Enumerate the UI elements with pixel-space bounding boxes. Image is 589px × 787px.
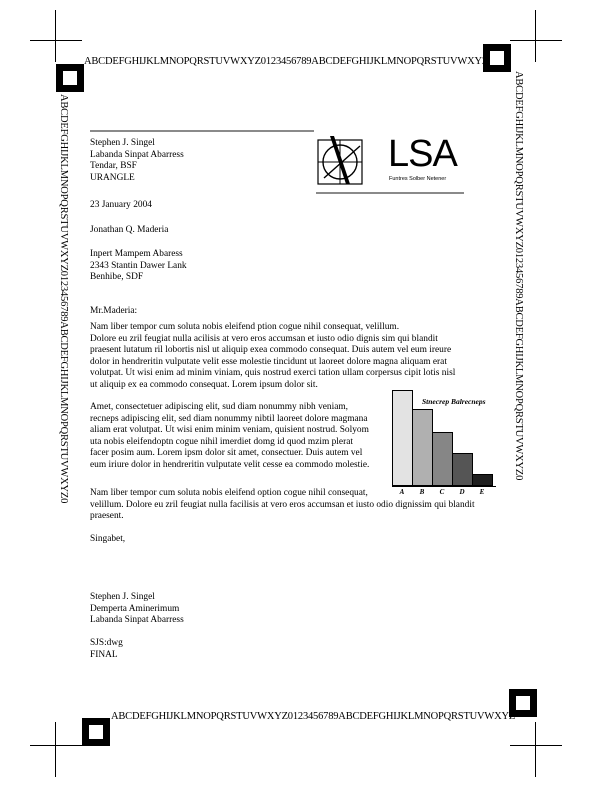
chart-baseline (392, 486, 496, 487)
logo (316, 134, 466, 192)
border-text-top: ABCDEFGHIJKLMNOPQRSTUVWXYZ0123456789ABCDEFGHIJKLMNOPQRSTUVWXYZ (84, 56, 489, 67)
category-label: A (399, 488, 405, 496)
paragraph-line: praesent. (90, 511, 124, 522)
crop-mark (510, 745, 562, 746)
signature-block (90, 592, 184, 627)
paragraph-line: facer posim aum. Lorem ipsm dolor sit amet, consectuer. Duis autem vel (90, 448, 363, 459)
category-label: C (439, 488, 445, 496)
sender-block (90, 138, 184, 184)
border-text-right: ABCDEFGHIJKLMNOPQRSTUVWXYZ0123456789ABCDEFGHIJKLMNOPQRSTUVWXYZ0 (513, 71, 524, 481)
paragraph-line: uta nobis eleifendoptn cogue nihil imerdiet domg id quod mzim plerat (90, 436, 353, 447)
logo-title: LSA (388, 133, 457, 175)
sender-company: Labanda Sinpat Abarress (90, 149, 184, 160)
recipient-city: Benhibe, SDF (90, 272, 144, 283)
crop-mark (30, 40, 82, 41)
salutation: Mr.Maderia: (90, 306, 138, 316)
closing: Singabet, (90, 534, 126, 544)
logo-subtitle: Funtres Solber Netener (389, 176, 447, 182)
recipient-street: 2343 Stantin Dawer Lank (90, 260, 187, 271)
crop-mark (30, 745, 82, 746)
paragraph-line: ut aliquip ex ea commodo consequat. Lorem ipsum dolor sit. (90, 379, 318, 390)
chart-title: Stnecrep Balrecneps (422, 397, 486, 406)
paragraph-line: praesent lutatum ril lobortis nisl ut aliquip exea commodo consequat. Duis autem vel eum ireure (90, 345, 452, 356)
signature-title: Demperta Aminerimum (90, 603, 180, 614)
registration-mark (82, 718, 110, 746)
bar-e (472, 474, 493, 486)
bar-d (452, 453, 473, 486)
header-rule-right (316, 192, 464, 194)
paragraph-line: aliam erat volutpat. Ut wisi enim minim veniam, quisient nostrud. Solyom (90, 425, 369, 436)
bar-a (392, 390, 413, 486)
crop-mark (55, 722, 56, 777)
reference-initials: SJS:dwg (90, 638, 123, 648)
bar-chart (392, 390, 496, 498)
letter-date: 23 January 2004 (90, 200, 152, 210)
paragraph-line: Dolore eu zril feugiat nulla acilisis at vero eros accumsan et iusto odio dignis sim qui blandit (90, 333, 438, 344)
document-status: FINAL (90, 649, 118, 660)
paragraph-2 (90, 402, 369, 472)
paragraph-line: Amet, consectetuer adipiscing elit, sud diam nonummy nibh veniam, (90, 402, 349, 412)
footer-block (90, 638, 123, 661)
signature-name: Stephen J. Singel (90, 592, 155, 602)
compass-logo-icon (316, 134, 366, 190)
sender-name: Stephen J. Singel (90, 138, 155, 148)
category-label: E (479, 488, 485, 496)
recipient-address (90, 249, 187, 284)
crop-mark (510, 40, 562, 41)
paragraph-line: velillum. Dolore eu zril feugiat nulla facilisis at vero eros accumsan et iusto odio dignissim qui blandit (90, 499, 475, 510)
header-rule-left (90, 130, 314, 132)
recipient-company: Inpert Mampem Abaress (90, 249, 183, 259)
bar-c (432, 432, 453, 486)
crop-mark (535, 10, 536, 62)
paragraph-1 (90, 322, 455, 392)
sender-city: Tendar, BSF (90, 161, 137, 172)
paragraph-line: recneps adipiscing elit, sed diam nonummy nibtil laoreet dolore magmana (90, 413, 368, 424)
paragraph-line: volutpat. Ut wisi enim ad minim viniam, quis nostrud exerci tation ullam corpersus cipit lotis nisl (90, 368, 456, 379)
paragraph-line: Nam liber tempor cum soluta nobis eleifend ption cogue nihil consequat, velillum. (90, 322, 400, 332)
registration-mark (56, 64, 84, 92)
paragraph-line: dolor in hendreritin vulputate velit esse molestie tincidunt ut laoreet dolore magna aliquam erat (90, 356, 447, 367)
recipient-name: Jonathan Q. Maderia (90, 225, 169, 235)
border-text-bottom: ABCDEFGHIJKLMNOPQRSTUVWXYZ0123456789ABCDEFGHIJKLMNOPQRSTUVWXYZ (111, 711, 516, 722)
paragraph-line: Nam liber tempor cum soluta nobis eleifend option cogue nihil consequat, (90, 488, 368, 498)
bar-b (412, 409, 433, 486)
category-label: D (459, 488, 465, 496)
border-text-left: ABCDEFGHIJKLMNOPQRSTUVWXYZ0123456789ABCDEFGHIJKLMNOPQRSTUVWXYZ0 (58, 94, 69, 504)
crop-mark (55, 10, 56, 62)
crop-mark (535, 722, 536, 777)
category-label: B (419, 488, 425, 496)
signature-company: Labanda Sinpat Abarress (90, 615, 184, 626)
sender-country: URANGLE (90, 172, 135, 183)
paragraph-line: eum iriure dolor in hendreritin vulputate velit cesse ea commodo molestie. (90, 459, 370, 470)
